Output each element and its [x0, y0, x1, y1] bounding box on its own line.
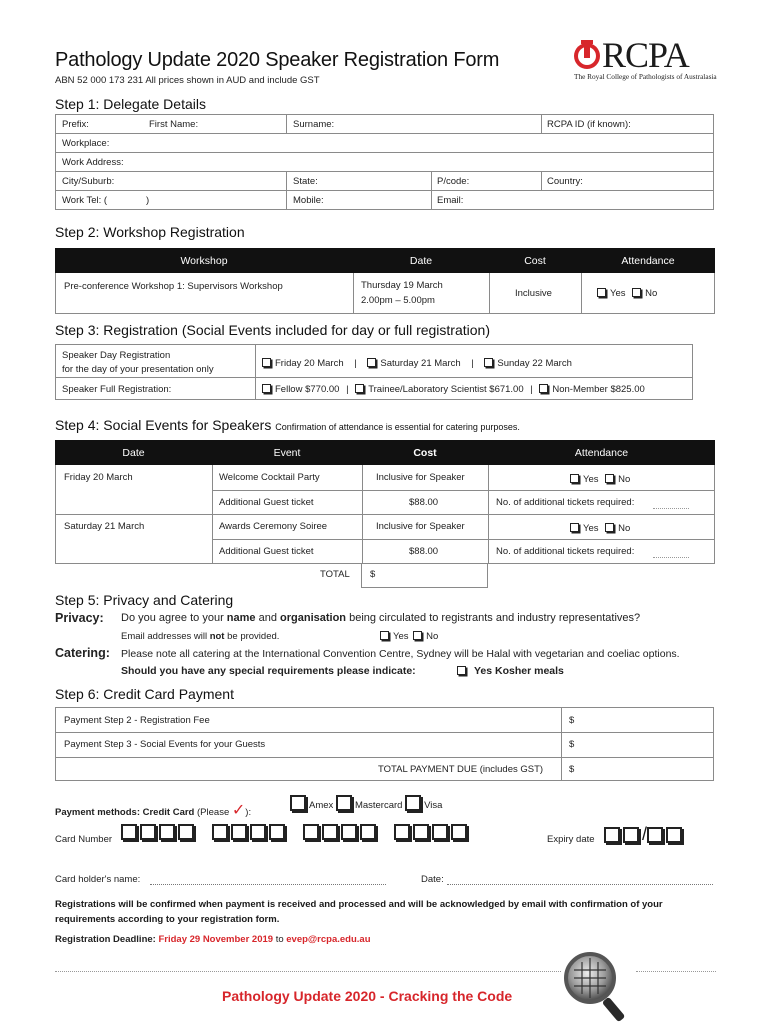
- additional-tickets-sat[interactable]: No. of additional tickets required:: [496, 546, 635, 557]
- logo-text: RCPA: [602, 35, 689, 75]
- card-digit-box[interactable]: [322, 824, 338, 840]
- card-digit-box[interactable]: [159, 824, 175, 840]
- card-number-label: Card Number: [55, 834, 113, 845]
- first-name-field[interactable]: First Name:: [149, 119, 199, 130]
- expiry-boxes: [604, 824, 714, 848]
- privacy-label: Privacy:: [55, 611, 104, 625]
- card-digit-box[interactable]: [140, 824, 156, 840]
- workshop-cost: Inclusive: [515, 288, 552, 299]
- total-due-amount[interactable]: $: [569, 764, 575, 775]
- logo-tagline: The Royal College of Pathologists of Australasia: [574, 72, 717, 81]
- saturday-label: Saturday 21 March: [380, 358, 461, 369]
- privacy-org: organisation: [280, 612, 347, 624]
- workshop-yes-checkbox[interactable]: [597, 288, 606, 297]
- rcpa-emblem-icon: [572, 38, 602, 72]
- card-holder-label: Card holder's name:: [55, 874, 141, 885]
- privacy-q-post: being circulated to registrants and industry representatives?: [346, 612, 641, 624]
- friday-checkbox[interactable]: [262, 358, 271, 367]
- card-digit-box[interactable]: [360, 824, 376, 840]
- page-subtitle: ABN 52 000 173 231 All prices shown in AUD and include GST: [55, 75, 320, 86]
- card-digit-box[interactable]: [250, 824, 266, 840]
- step6-heading: Step 6: Credit Card Payment: [55, 686, 234, 702]
- privacy-no-label: No: [426, 631, 439, 642]
- col-cost: Cost: [413, 447, 437, 459]
- payment-methods-label: Payment methods: Credit Card: [55, 807, 195, 818]
- col-event: Event: [273, 447, 301, 459]
- total-due-label: TOTAL PAYMENT DUE (includes GST): [378, 764, 544, 775]
- rcpa-logo: [570, 36, 720, 84]
- nonmember-label: Non-Member $825.00: [552, 384, 645, 395]
- saturday-checkbox[interactable]: [367, 358, 376, 367]
- check-mark-icon: ✓: [231, 802, 246, 819]
- workshop-time: 2.00pm – 5.00pm: [361, 295, 435, 306]
- privacy-question: [121, 612, 640, 624]
- visa-label: Visa: [424, 800, 443, 811]
- welcome-no-checkbox[interactable]: [605, 474, 614, 483]
- col-attendance: Attendance: [574, 447, 629, 459]
- magnifying-glass-icon: [560, 948, 632, 1024]
- payment-row-registration: Payment Step 2 - Registration Fee: [64, 715, 210, 726]
- catering-label: Catering:: [55, 646, 110, 660]
- date-label: Date:: [421, 874, 444, 885]
- friday-label: Friday 20 March: [275, 358, 344, 369]
- privacy-q-pre: Do you agree to your: [121, 612, 227, 624]
- social-events-header: [55, 440, 715, 465]
- city-field[interactable]: City/Suburb:: [62, 176, 115, 187]
- privacy-no-checkbox[interactable]: [413, 631, 422, 640]
- please-close: ):: [245, 807, 252, 818]
- deadline-label: Registration Deadline:: [55, 934, 156, 945]
- payment-social-amount[interactable]: $: [569, 739, 575, 750]
- social-total-box[interactable]: [361, 563, 488, 588]
- step2-heading: Step 2: Workshop Registration: [55, 224, 245, 240]
- separator: |: [471, 358, 474, 369]
- privacy-name: name: [226, 612, 256, 624]
- col-workshop: Workshop: [180, 255, 228, 267]
- pcode-field[interactable]: P/code:: [437, 176, 470, 187]
- separator: |: [346, 384, 349, 395]
- prefix-field[interactable]: Prefix:: [62, 119, 89, 130]
- workshop-date: Thursday 19 March: [361, 280, 443, 291]
- friday-date: Friday 20 March: [64, 472, 133, 483]
- full-registration-label: Speaker Full Registration:: [62, 384, 172, 395]
- workshop-no-label: No: [645, 288, 658, 299]
- email-field[interactable]: Email:: [437, 195, 464, 206]
- additional-tickets-fri[interactable]: No. of additional tickets required:: [496, 497, 635, 508]
- kosher-checkbox[interactable]: [457, 666, 466, 675]
- expiry-label: Expiry date: [547, 834, 595, 845]
- expiry-digit-box[interactable]: [623, 827, 639, 843]
- workshop-name: Pre-conference Workshop 1: Supervisors Workshop: [64, 281, 283, 292]
- awards-no-checkbox[interactable]: [605, 523, 614, 532]
- card-digit-box[interactable]: [303, 824, 319, 840]
- separator: |: [354, 358, 357, 369]
- step3-heading: Step 3: Registration (Social Events included for day or full registration): [55, 322, 490, 338]
- col-cost: Cost: [524, 255, 546, 267]
- welcome-yes-label: Yes: [583, 474, 599, 485]
- expiry-digit-box[interactable]: [604, 827, 620, 843]
- workplace-field[interactable]: Workplace:: [62, 138, 110, 149]
- nonmember-checkbox[interactable]: [539, 384, 548, 393]
- sunday-checkbox[interactable]: [484, 358, 493, 367]
- guest-event-sat: Additional Guest ticket: [219, 546, 314, 557]
- day-registration-label: Speaker Day Registration: [62, 350, 171, 361]
- awards-no-label: No: [618, 523, 631, 534]
- payment-summary-table: [55, 707, 714, 781]
- email-note: [121, 631, 279, 642]
- social-total-dollar: $: [370, 569, 376, 580]
- card-digit-box[interactable]: [341, 824, 357, 840]
- awards-cost: Inclusive for Speaker: [376, 521, 465, 532]
- deadline-email[interactable]: evep@rcpa.edu.au: [286, 934, 371, 945]
- workshop-table-header: [55, 248, 715, 273]
- deadline-line: [55, 934, 371, 945]
- trainee-label: Trainee/Laboratory Scientist $671.00: [368, 384, 524, 395]
- amex-checkbox[interactable]: [290, 795, 306, 811]
- welcome-event: Welcome Cocktail Party: [219, 472, 320, 483]
- workshop-no-checkbox[interactable]: [632, 288, 641, 297]
- country-field[interactable]: Country:: [547, 176, 583, 187]
- email-pre: Email addresses will: [121, 631, 210, 642]
- mobile-field[interactable]: Mobile:: [293, 195, 324, 206]
- social-events-table: [55, 465, 715, 564]
- awards-yes-label: Yes: [583, 523, 599, 534]
- guest-cost-fri: $88.00: [409, 497, 439, 508]
- card-digit-box[interactable]: [413, 824, 429, 840]
- saturday-date: Saturday 21 March: [64, 521, 145, 532]
- work-tel-close: ): [146, 195, 150, 206]
- card-digit-box[interactable]: [394, 824, 410, 840]
- kosher-label: Yes Kosher meals: [474, 665, 564, 677]
- visa-checkbox[interactable]: [405, 795, 421, 811]
- trainee-checkbox[interactable]: [355, 384, 364, 393]
- card-digit-box[interactable]: [451, 824, 467, 840]
- card-digit-box[interactable]: [212, 824, 228, 840]
- state-field[interactable]: State:: [293, 176, 318, 187]
- welcome-no-label: No: [618, 474, 631, 485]
- rcpa-id-field[interactable]: RCPA ID (if known):: [547, 119, 631, 130]
- privacy-yes-checkbox[interactable]: [380, 631, 389, 640]
- step1-heading: Step 1: Delegate Details: [55, 96, 206, 112]
- footer-rule-left: [55, 971, 561, 972]
- catering-text: Please note all catering at the International Convention Centre, Sydney will be Halal with vegetarian and coeliac options.: [121, 648, 680, 660]
- workshop-row: [55, 273, 715, 314]
- col-attendance: Attendance: [621, 255, 675, 267]
- amex-label: Amex: [309, 800, 334, 811]
- step4-note: Confirmation of attendance is essential for catering purposes.: [275, 422, 520, 432]
- footer-rule-right: [636, 971, 716, 972]
- card-digit-box[interactable]: [121, 824, 137, 840]
- surname-field[interactable]: Surname:: [293, 119, 335, 130]
- welcome-yes-checkbox[interactable]: [570, 474, 579, 483]
- confirmation-text: Registrations will be confirmed when payment is received and processed and will be acknowledged by email with confirmation of your requirements according to your registration form.: [55, 899, 663, 925]
- email-not: not: [209, 631, 225, 642]
- please-text: (Please: [194, 807, 232, 818]
- step4-heading: Step 4: Social Events for Speakers: [55, 417, 272, 433]
- email-post: be provided.: [224, 631, 280, 642]
- col-date: Date: [122, 447, 145, 459]
- guest-cost-sat: $88.00: [409, 546, 439, 557]
- awards-event: Awards Ceremony Soiree: [219, 521, 328, 532]
- payment-row-social: Payment Step 3 - Social Events for your Guests: [64, 739, 266, 750]
- workshop-yes-label: Yes: [610, 288, 626, 299]
- card-number-boxes: [121, 824, 541, 848]
- registration-table: [55, 344, 693, 400]
- card-holder-line[interactable]: [150, 884, 386, 885]
- expiry-slash: /: [642, 824, 648, 844]
- social-total-label: TOTAL: [320, 569, 350, 580]
- guest-event-fri: Additional Guest ticket: [219, 497, 314, 508]
- col-date: Date: [409, 255, 433, 267]
- privacy-and: and: [255, 612, 281, 624]
- delegate-details-table: [55, 114, 714, 210]
- special-requirements-question: Should you have any special requirements please indicate:: [121, 665, 416, 677]
- fellow-checkbox[interactable]: [262, 384, 271, 393]
- expiry-digit-box[interactable]: [666, 827, 682, 843]
- deadline-to: to: [273, 934, 287, 945]
- card-digit-box[interactable]: [269, 824, 285, 840]
- work-address-field[interactable]: Work Address:: [62, 157, 124, 168]
- payment-registration-amount[interactable]: $: [569, 715, 575, 726]
- day-registration-sublabel: for the day of your presentation only: [62, 364, 214, 375]
- deadline-date: Friday 29 November 2019: [158, 934, 274, 945]
- awards-yes-checkbox[interactable]: [570, 523, 579, 532]
- card-digit-box[interactable]: [231, 824, 247, 840]
- footer-banner: Pathology Update 2020 - Cracking the Code: [222, 988, 513, 1004]
- welcome-cost: Inclusive for Speaker: [376, 472, 465, 483]
- separator: |: [530, 384, 533, 395]
- mastercard-label: Mastercard: [354, 800, 403, 811]
- sunday-label: Sunday 22 March: [497, 358, 572, 369]
- payment-methods: [55, 800, 251, 820]
- step4-heading-wrap: [55, 417, 520, 433]
- mastercard-checkbox[interactable]: [336, 795, 352, 811]
- privacy-yes-label: Yes: [393, 631, 409, 642]
- fellow-label: Fellow $770.00: [275, 384, 340, 395]
- date-line[interactable]: [447, 884, 713, 885]
- card-digit-box[interactable]: [432, 824, 448, 840]
- step5-heading: Step 5: Privacy and Catering: [55, 592, 234, 608]
- expiry-digit-box[interactable]: [647, 827, 663, 843]
- card-digit-box[interactable]: [178, 824, 194, 840]
- work-tel-field[interactable]: Work Tel: (: [62, 195, 108, 206]
- page-title: Pathology Update 2020 Speaker Registration Form: [55, 49, 500, 71]
